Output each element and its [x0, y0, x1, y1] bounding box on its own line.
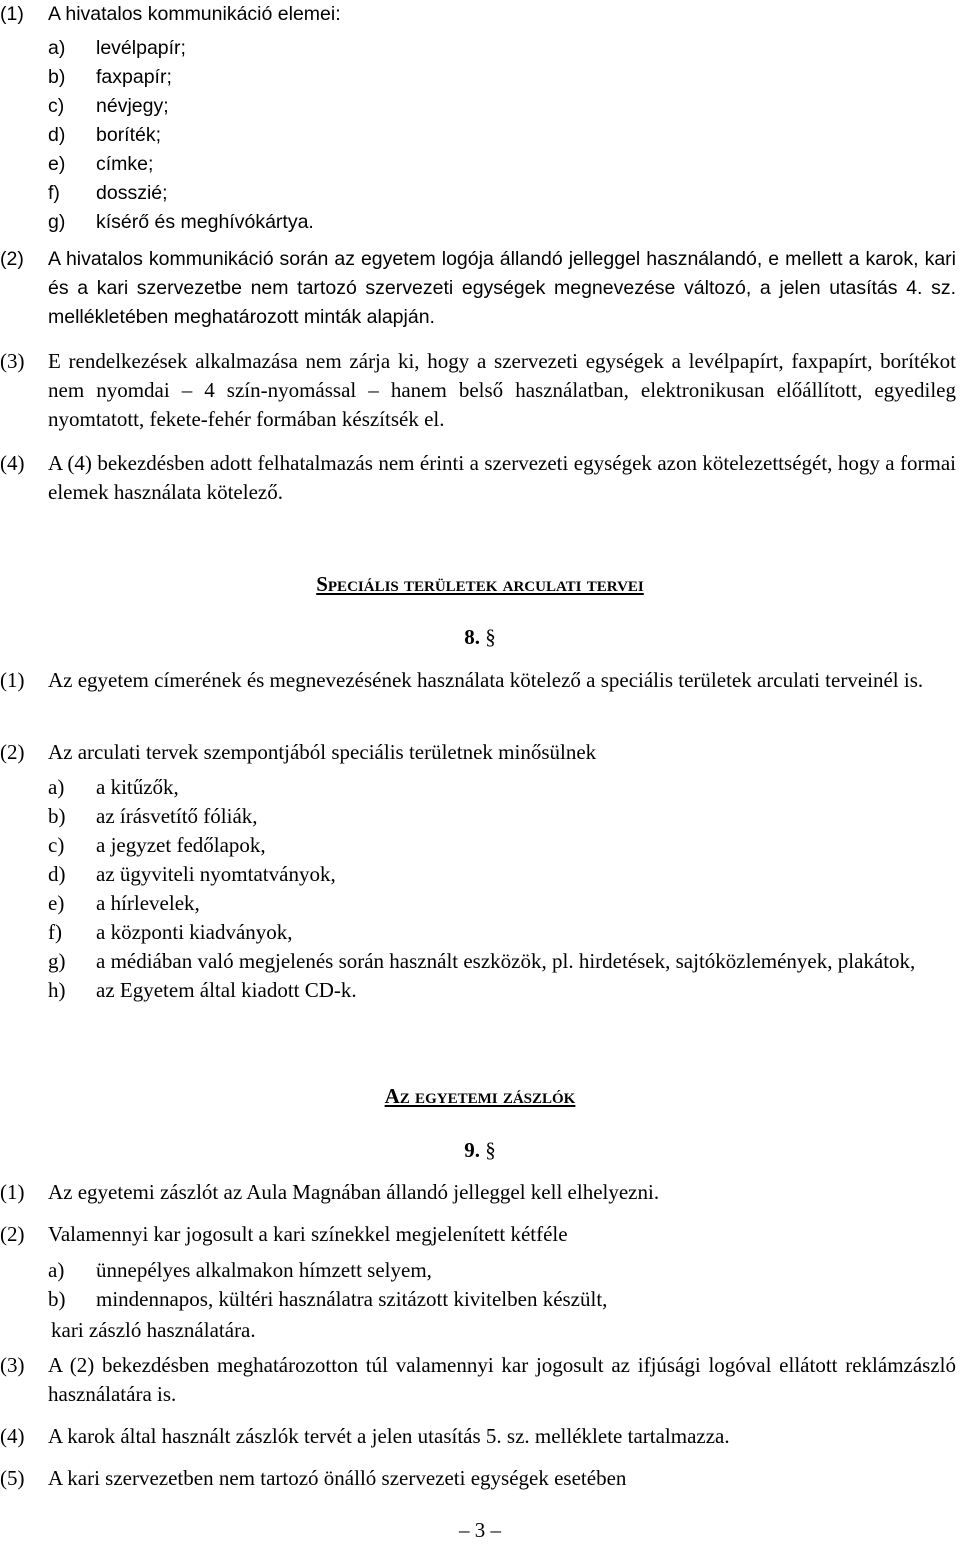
paragraph-2	[0, 1220, 956, 1249]
paragraph-1	[0, 1178, 956, 1207]
list-item: f) a központi kiadványok,	[48, 920, 293, 944]
paragraph-text: Az egyetem címerének és megnevezésének használata kötelező a speciális területek arculati terveinél is.	[48, 668, 924, 692]
paragraph-1	[0, 666, 956, 695]
paragraph-number: (2)	[0, 740, 25, 764]
paragraph-number: (3)	[0, 349, 25, 373]
paragraph-3	[0, 1351, 956, 1409]
section-heading: Az egyetemi zászlók	[384, 1084, 576, 1108]
paragraph-text: A kari szervezetben nem tartozó önálló szervezeti egységek esetében	[48, 1466, 627, 1490]
list-item: d) az ügyviteli nyomtatványok,	[48, 862, 336, 886]
list-item: a) levélpapír;	[48, 37, 186, 59]
paragraph-text: A hivatalos kommunikáció elemei:	[48, 3, 341, 25]
paragraph-text: Az arculati tervek szempontjából speciális területnek minősülnek	[48, 740, 597, 764]
list-item: d) boríték;	[48, 124, 162, 146]
paragraph-text: Az egyetemi zászlót az Aula Magnában állandó jelleggel kell elhelyezni.	[48, 1180, 660, 1204]
paragraph-number: (3)	[0, 1353, 25, 1377]
list-elements	[48, 34, 956, 237]
list-item: b) az írásvetítő fóliák,	[48, 804, 258, 828]
list-item: g) kísérő és meghívókártya.	[48, 211, 314, 233]
paragraph-number: (1)	[0, 668, 25, 692]
paragraph-text: A (4) bekezdésben adott felhatalmazás nem érinti a szervezeti egységek azon kötelezettségét, hogy a formai elemek használata kötelező.	[48, 451, 956, 504]
list-item: b) faxpapír;	[48, 66, 172, 88]
paragraph-number: (5)	[0, 1466, 25, 1490]
paragraph-3	[0, 347, 956, 434]
paragraph-text: A hivatalos kommunikáció során az egyetem logója állandó jelleggel használandó, e mellett a karok, kari és a kari szervezetbe nem tartozó szervezeti egységek megnevezése változó, a jelen utasítás 4. sz. mellékletében meghatározott minták alapján.	[48, 248, 956, 328]
paragraph-2	[0, 245, 956, 332]
section-number: 9. §	[464, 1138, 496, 1162]
list-item: a) ünnepélyes alkalmakon hímzett selyem,	[48, 1258, 432, 1282]
list-item: e) címke;	[48, 153, 154, 175]
paragraph-text: E rendelkezések alkalmazása nem zárja ki, hogy a szervezeti egységek a levélpapírt, faxpapírt, borítékot nem nyomdai – 4 szín-nyomással – hanem belső használatban, elektronikusan előállított, egyedileg nyomtatott, fekete-fehér formában készítsék el.	[48, 349, 956, 431]
paragraph-5	[0, 1464, 956, 1493]
list-item: e) a hírlevelek,	[48, 891, 200, 915]
list-item: h) az Egyetem által kiadott CD-k.	[48, 978, 357, 1002]
paragraph-number: (4)	[0, 451, 25, 475]
paragraph-number: (2)	[0, 248, 24, 270]
paragraph-1	[0, 0, 956, 29]
list-item: c) névjegy;	[48, 95, 169, 117]
section-heading: Speciális területek arculati tervei	[316, 572, 644, 596]
section-sign-icon: §	[485, 625, 496, 649]
list-item: f) dosszié;	[48, 182, 168, 204]
list-item: a) a kitűzők,	[48, 775, 179, 799]
list-special-areas	[48, 773, 956, 1005]
page-number: – 3 –	[459, 1518, 501, 1542]
paragraph-4	[0, 449, 956, 507]
list-tail-text: kari zászló használatára.	[51, 1318, 256, 1342]
list-item: b) mindennapos, kültéri használatra szitázott kivitelben készült,	[48, 1287, 608, 1311]
section-sign-icon: §	[485, 1138, 496, 1162]
paragraph-2	[0, 738, 956, 767]
list-item: c) a jegyzet fedőlapok,	[48, 833, 266, 857]
paragraph-4	[0, 1422, 956, 1451]
paragraph-text: A karok által használt zászlók tervét a jelen utasítás 5. sz. melléklete tartalmazza.	[48, 1424, 730, 1448]
section-number: 8. §	[464, 625, 496, 649]
paragraph-number: (1)	[0, 3, 24, 25]
list-item: g) a médiában való megjelenés során használt eszközök, pl. hirdetések, sajtóközlemények, plakátok,	[48, 949, 916, 973]
paragraph-number: (2)	[0, 1222, 25, 1246]
paragraph-number: (4)	[0, 1424, 25, 1448]
list-flag-types	[48, 1256, 956, 1314]
paragraph-number: (1)	[0, 1180, 25, 1204]
paragraph-text: Valamennyi kar jogosult a kari színekkel megjelenített kétféle	[48, 1222, 568, 1246]
paragraph-text: A (2) bekezdésben meghatározotton túl valamennyi kar jogosult az ifjúsági logóval ellátott reklámzászló használatára is.	[48, 1353, 956, 1406]
